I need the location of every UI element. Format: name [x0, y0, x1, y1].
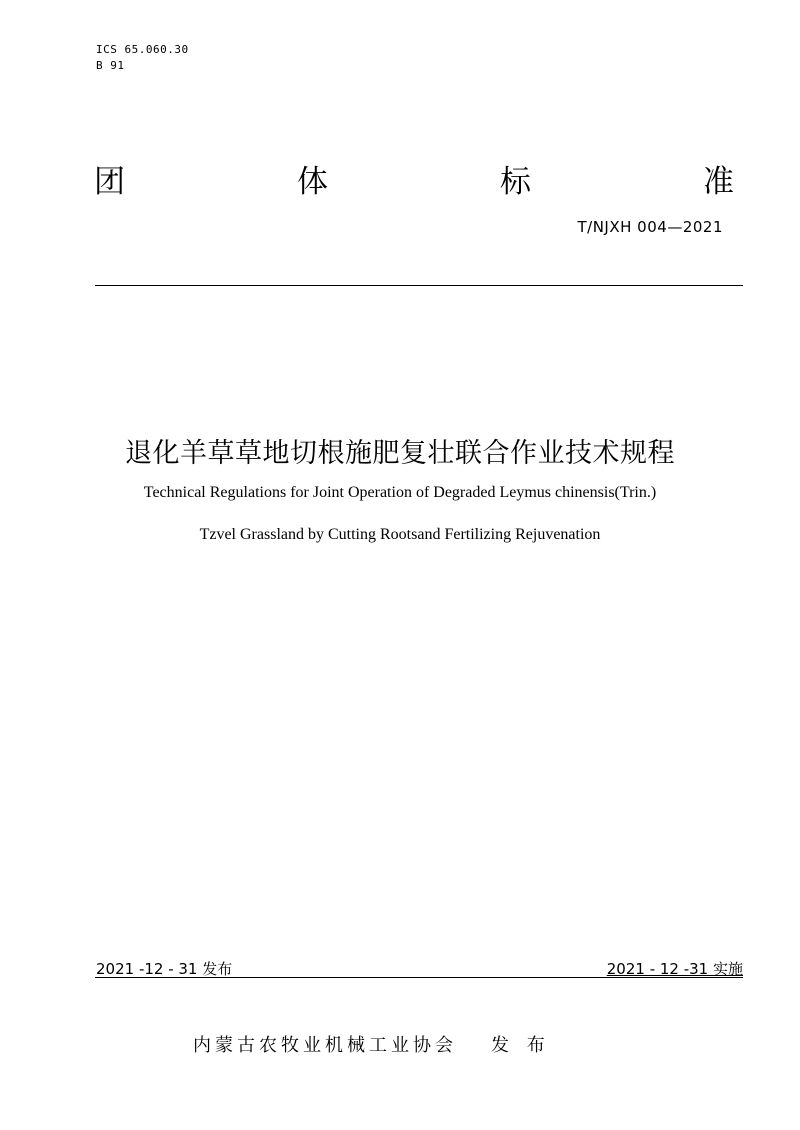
title-chinese: 退化羊草草地切根施肥复壮联合作业技术规程: [125, 438, 675, 469]
heading-char-1: 团: [94, 164, 125, 200]
heading-char-2: 体: [297, 164, 328, 200]
top-divider: [95, 285, 743, 286]
ccs-code: B 91: [96, 59, 125, 72]
publish-label: 发 布: [491, 1035, 551, 1056]
publisher-line: [193, 1031, 551, 1057]
implementation-date: 2021 - 12 -31 实施: [606, 960, 743, 978]
issue-date: 2021 -12 - 31 发布: [96, 960, 233, 978]
classification-codes: [96, 42, 189, 74]
heading-char-3: 标: [500, 164, 531, 200]
ics-code: ICS 65.060.30: [96, 43, 189, 56]
title-english-line-2: Tzvel Grassland by Cutting Rootsand Fertilizing Rejuvenation: [199, 526, 601, 543]
standard-type-heading: [94, 156, 734, 201]
heading-char-4: 准: [703, 164, 734, 200]
bottom-divider: [95, 977, 743, 978]
publisher-name: 内蒙古农牧业机械工业协会: [193, 1035, 457, 1056]
standard-number: T/NJXH 004—2021: [577, 218, 723, 236]
title-english-line-1: Technical Regulations for Joint Operation of Degraded Leymus chinensis(Trin.): [143, 484, 657, 501]
